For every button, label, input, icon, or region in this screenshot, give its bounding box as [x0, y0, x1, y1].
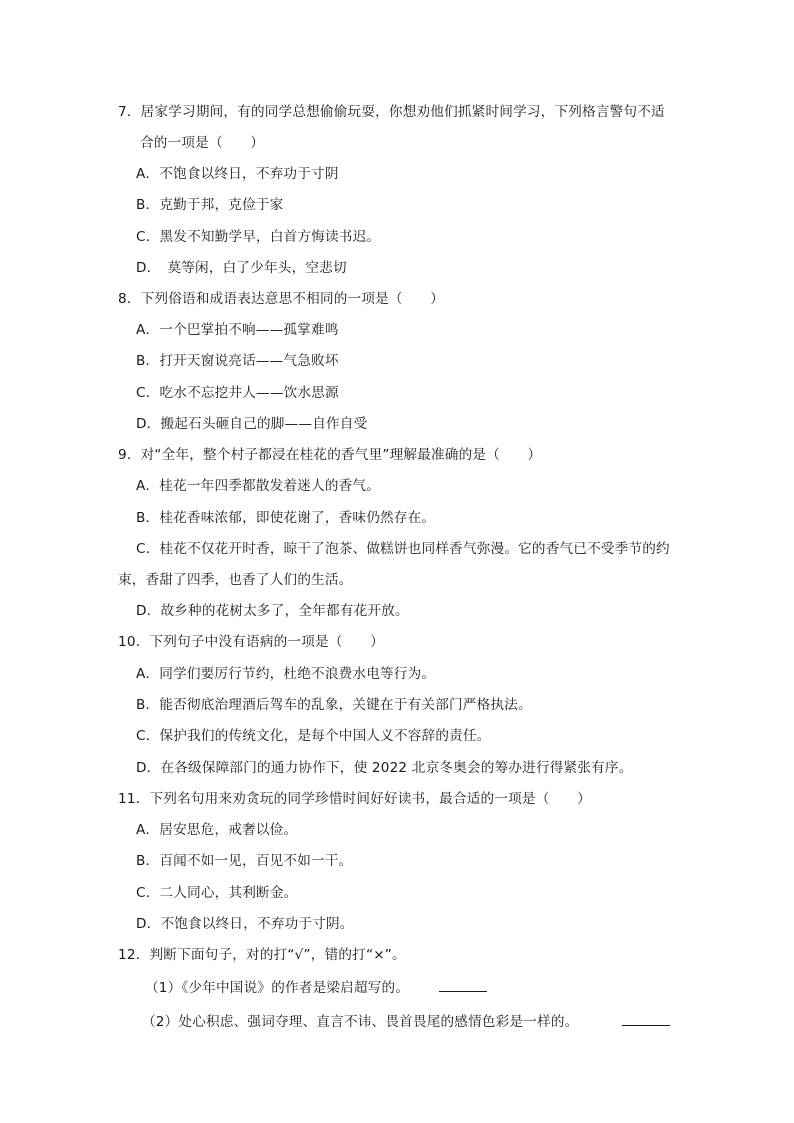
question-10-option-d: D．在各级保障部门的通力协作下，使 2022 北京冬奥会的筹办进行得紧张有序。: [136, 760, 633, 776]
question-7-option-b: B．克勤于邦，克俭于家: [136, 197, 284, 213]
question-12-stem: 12．判断下面句子，对的打“√”，错的打“×”。: [118, 947, 406, 963]
question-10-option-b: B．能否彻底治理酒后驾车的乱象，关键在于有关部门严格执法。: [136, 697, 532, 713]
question-11-option-b: B．百闻不如一见，百见不如一干。: [136, 853, 353, 869]
question-9-option-c: C．桂花不仅花开时香，晾干了泡茶、做糕饼也同样香气弥漫。它的香气已不受季节的约: [136, 541, 670, 557]
question-9-stem: 9．对“全年，整个村子都浸在桂花的香气里”理解最准确的是（ ）: [118, 447, 542, 463]
question-9-option-c-continued: 束，香甜了四季，也香了人们的生活。: [118, 572, 353, 588]
question-9-option-b: B．桂花香味浓郁，即使花谢了，香味仍然存在。: [136, 510, 436, 526]
question-11-option-a: A．居安思危，戒奢以俭。: [136, 822, 298, 838]
question-11-option-c: C．二人同心，其利断金。: [136, 885, 298, 901]
question-12-item-1-text: （1）《少年中国说》的作者是梁启超写的。: [145, 980, 410, 996]
question-8-option-d: D．搬起石头砸自己的脚——自作自受: [136, 416, 368, 432]
question-11-stem: 11．下列名句用来劝贪玩的同学珍惜时间好好读书，最合适的一项是（ ）: [118, 791, 591, 807]
question-7-stem: 7．居家学习期间，有的同学总想偷偷玩耍，你想劝他们抓紧时间学习，下列格言警句不适: [118, 104, 665, 120]
question-10-option-a: A．同学们要厉行节约，杜绝不浪费水电等行为。: [136, 666, 436, 682]
question-12-item-2-text: （2）处心积虑、强词夺理、直言不讳、畏首畏尾的感情色彩是一样的。: [142, 1014, 579, 1030]
question-8-stem: 8．下列俗语和成语表达意思不相同的一项是（ ）: [118, 291, 445, 307]
question-8-option-b: B．打开天窗说亮话——气急败坏: [136, 353, 339, 369]
answer-blank-2[interactable]: [622, 1011, 670, 1026]
question-9-option-a: A．桂花一年四季都散发着迷人的香气。: [136, 478, 380, 494]
question-10-stem: 10．下列句子中没有语病的一项是（ ）: [118, 634, 384, 650]
question-9-option-d: D．故乡种的花树太多了，全年都有花开放。: [136, 603, 409, 619]
question-8-option-c: C．吃水不忘挖井人——饮水思源: [136, 385, 339, 401]
question-11-option-d: D．不饱食以终日，不弃功于寸阴。: [136, 916, 354, 932]
question-10-option-c: C．保护我们的传统文化，是每个中国人义不容辞的责任。: [136, 728, 491, 744]
question-8-option-a: A．一个巴掌拍不响——孤掌难鸣: [136, 322, 339, 338]
answer-blank-1[interactable]: [439, 977, 487, 992]
question-7-option-c: C．黑发不知勤学早，白首方悔读书迟。: [136, 229, 381, 245]
question-7-stem-continued: 合的一项是（ ）: [140, 135, 265, 151]
question-7-option-d: D． 莫等闲，白了少年头，空悲切: [136, 260, 347, 276]
question-12-item-1: [145, 977, 487, 998]
question-12-item-2: [142, 1011, 670, 1032]
question-7-option-a: A．不饱食以终日，不弃功于寸阴: [136, 166, 339, 182]
